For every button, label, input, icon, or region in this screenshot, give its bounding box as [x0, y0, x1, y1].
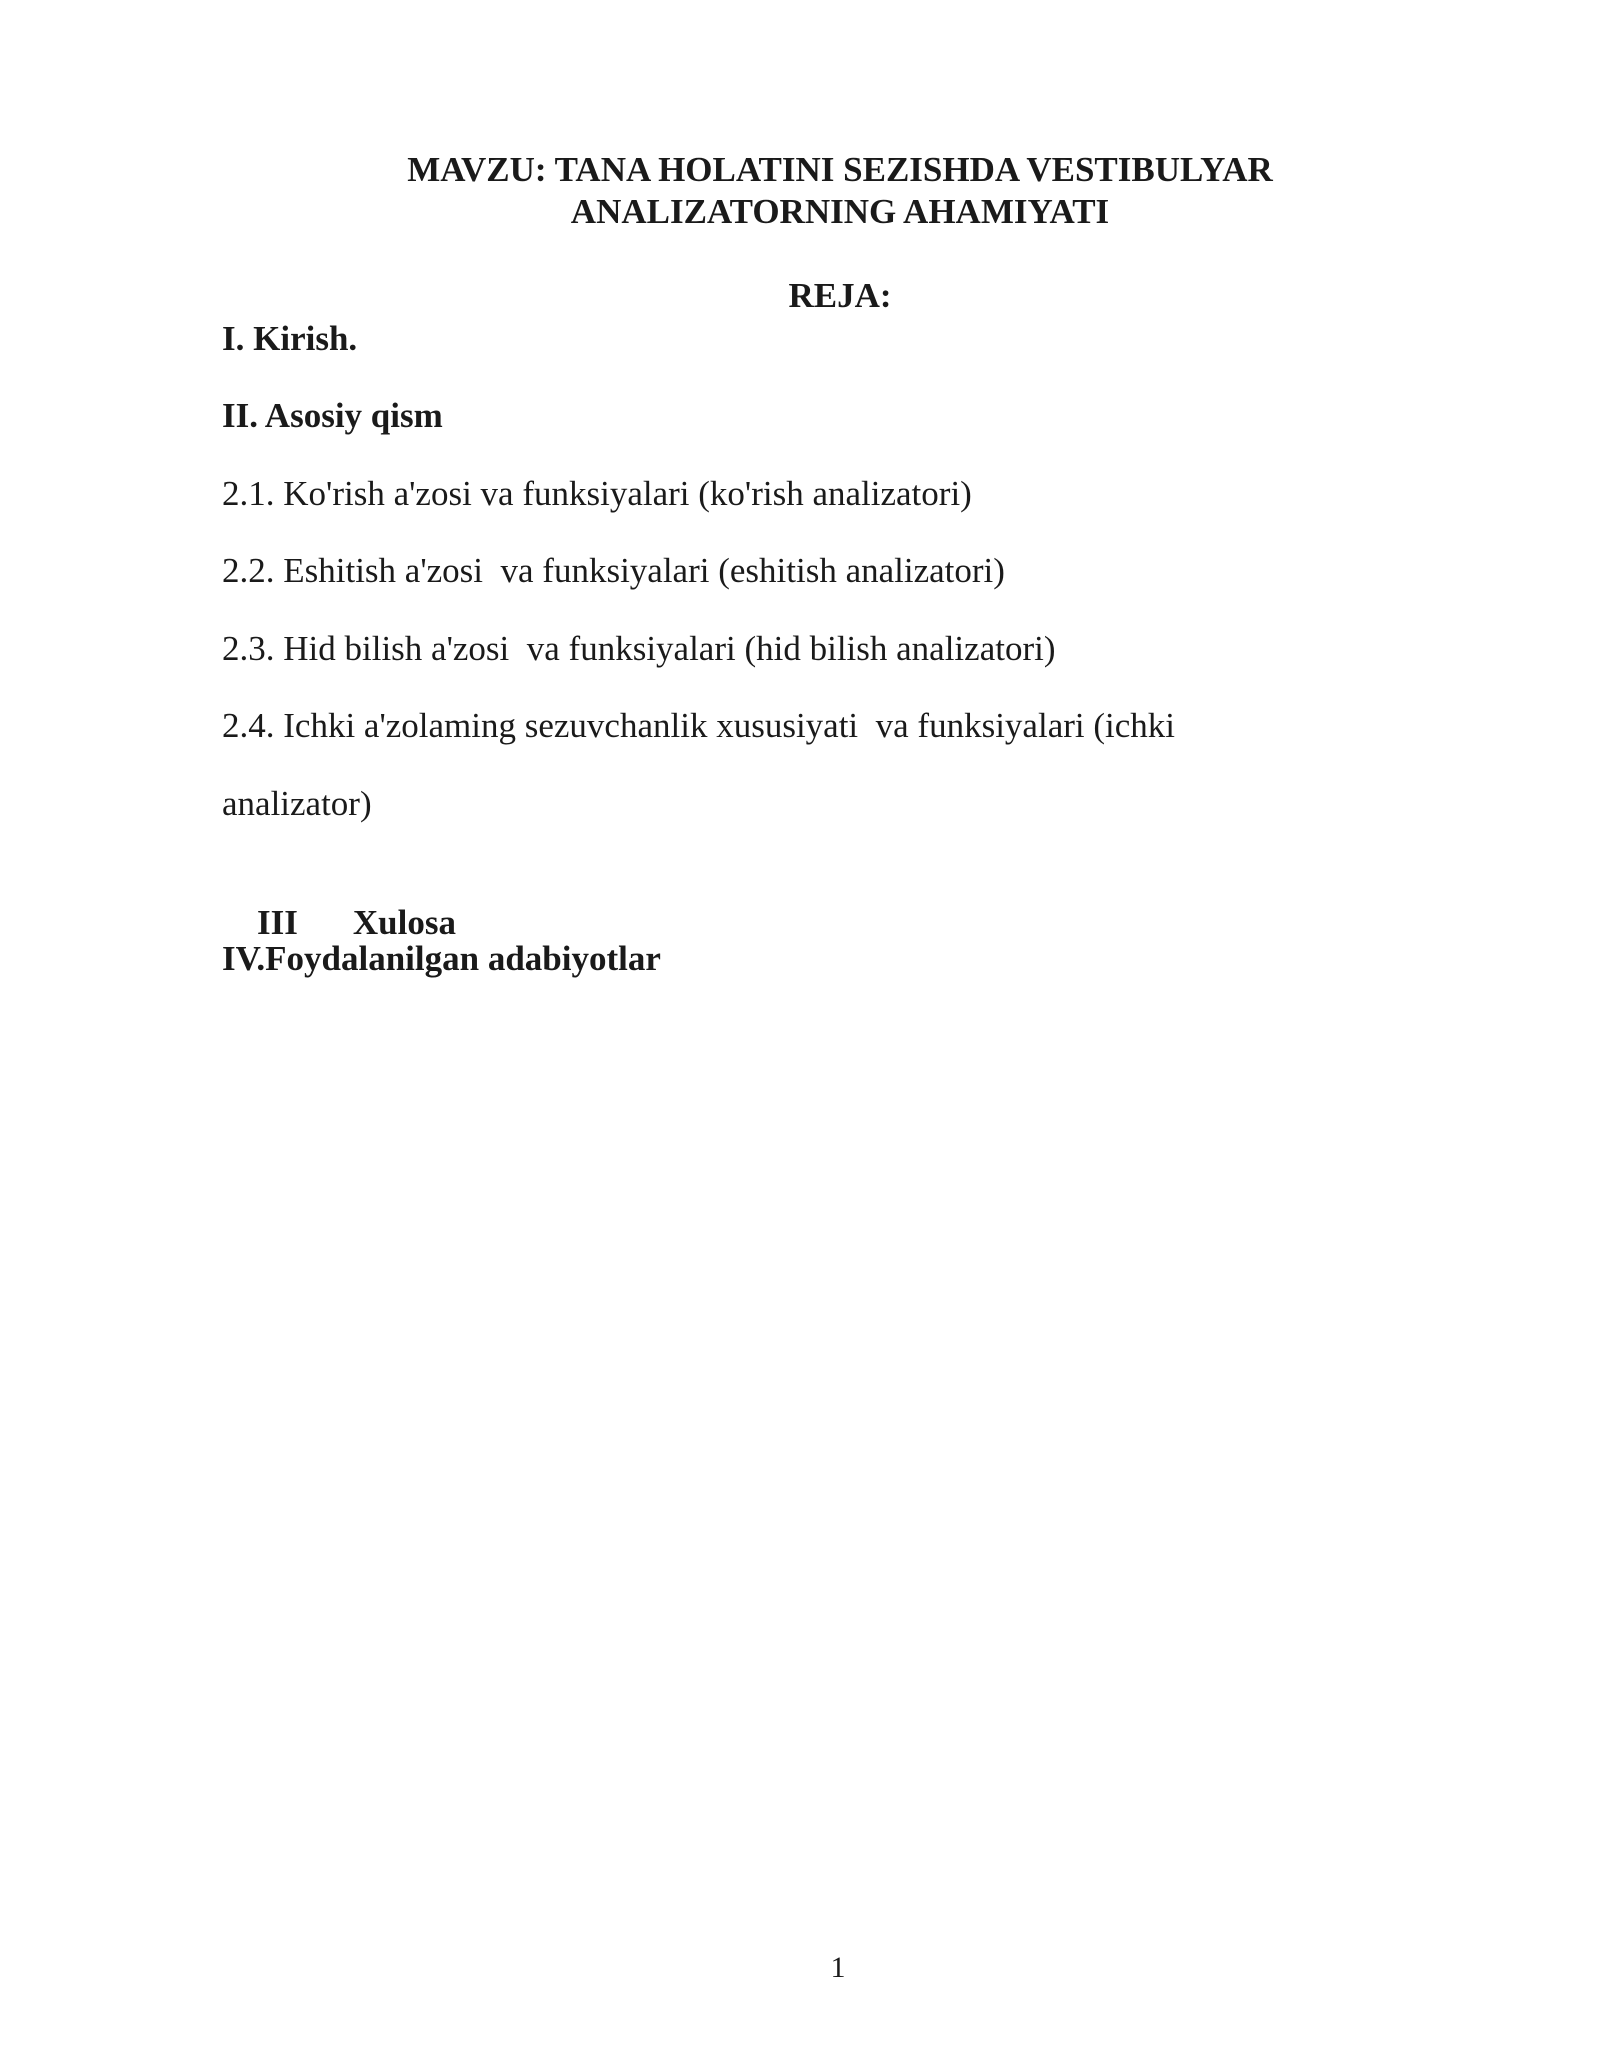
- plan-item-main-part: II. Asosiy qism: [222, 396, 443, 435]
- document-title-line-1: MAVZU: TANA HOLATINI SEZISHDA VESTIBULYAR: [407, 150, 1273, 189]
- plan-subitem-2-4-line-2: analizator): [222, 784, 372, 823]
- plan-subitem-2-1: 2.1. Ko'rish a'zosi va funksiyalari (ko'rish analizatori): [222, 474, 972, 513]
- plan-subitem-2-3: 2.3. Hid bilish a'zosi va funksiyalari (hid bilish analizatori): [222, 629, 1056, 668]
- plan-heading: REJA:: [788, 276, 892, 315]
- plan-subitem-2-2: 2.2. Eshitish a'zosi va funksiyalari (eshitish analizatori): [222, 551, 1005, 590]
- conclusion-label: Xulosa: [352, 903, 456, 942]
- conclusion-number: III: [257, 903, 298, 942]
- document-title-line-2: ANALIZATORNING AHAMIYATI: [570, 192, 1110, 231]
- page-number: 1: [830, 1951, 846, 1984]
- plan-item-intro: I. Kirish.: [222, 319, 358, 358]
- plan-item-references: IV.Foydalanilgan adabiyotlar: [222, 939, 661, 978]
- plan-subitem-2-4-line-1: 2.4. Ichki a'zolaming sezuvchanlik xususiyati va funksiyalari (ichki: [222, 706, 1175, 745]
